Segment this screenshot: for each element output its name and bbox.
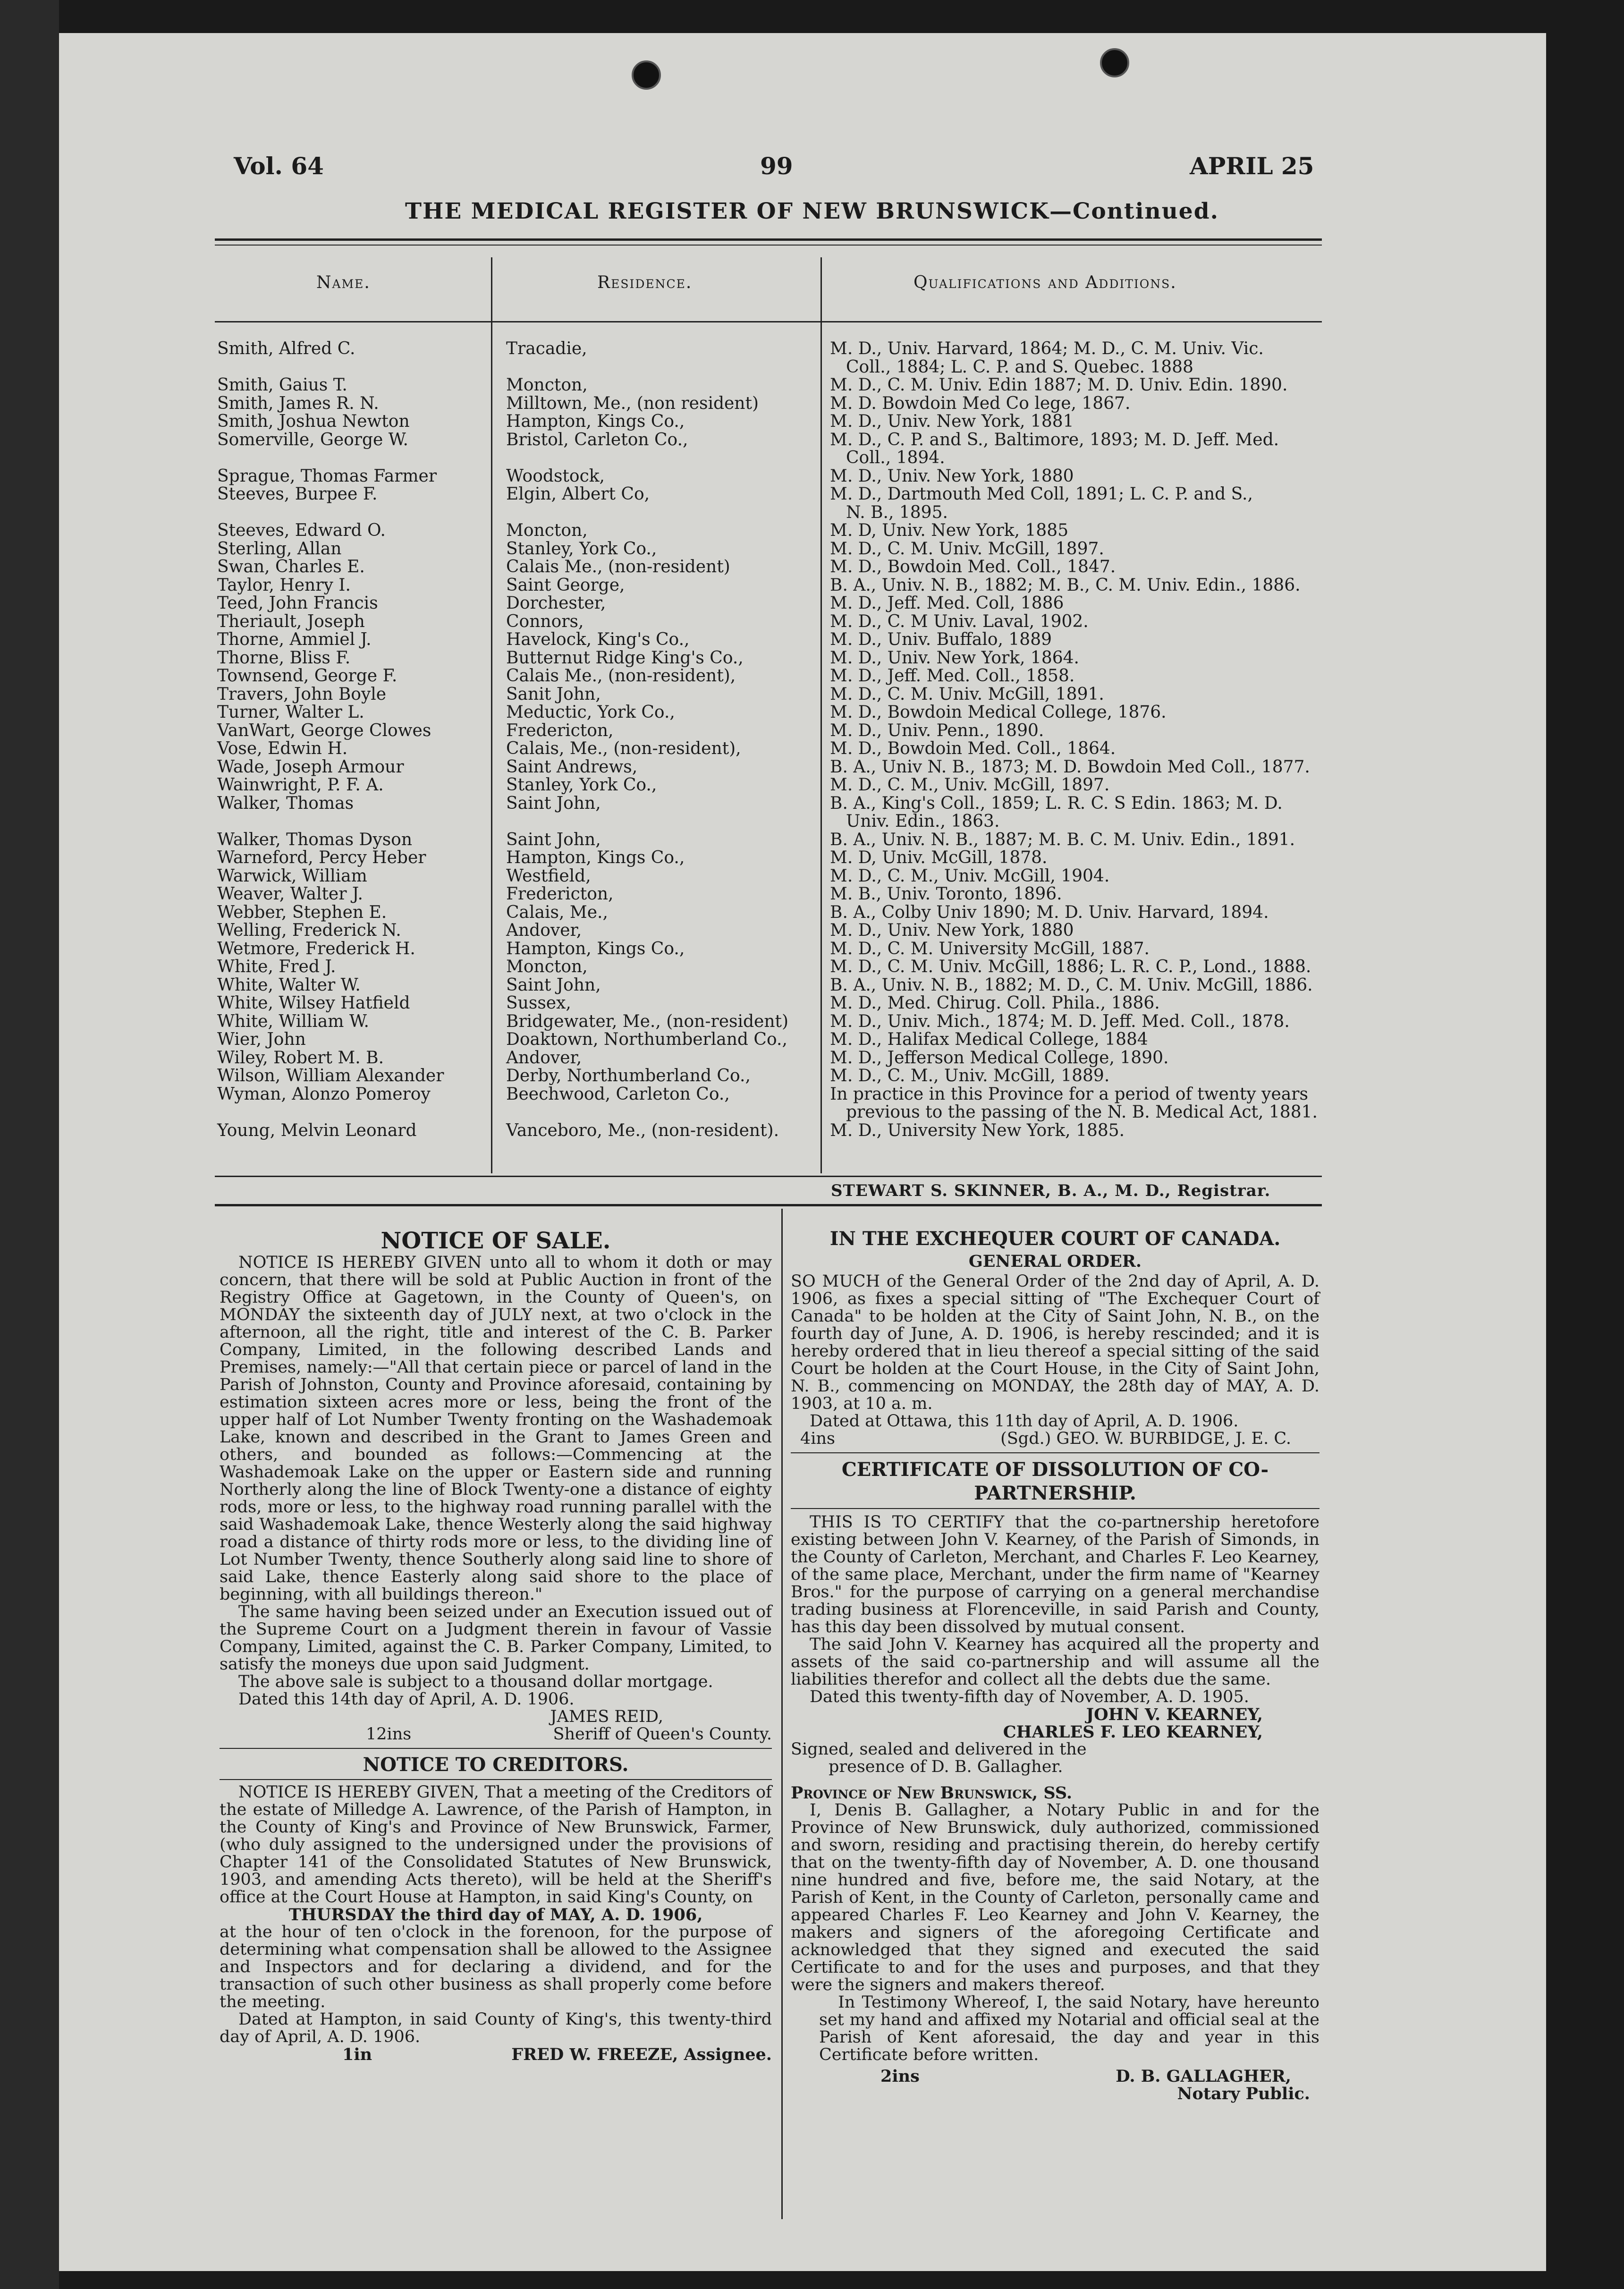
register-residence: Moncton, — [506, 375, 588, 395]
register-residence: Doaktown, Northumberland Co., — [506, 1030, 787, 1049]
register-name: Sprague, Thomas Farmer — [217, 466, 437, 486]
rule-lower-center — [781, 1209, 783, 2219]
register-residence: Saint Andrews, — [506, 757, 638, 777]
register-qualification: Coll., 1884; L. C. P. and S. Quebec. 1888 — [846, 357, 1193, 377]
register-name: Welling, Frederick N. — [217, 921, 401, 940]
exchequer-body: SO MUCH of the General Order of the 2nd day of April, A. D. 1906, as fixes a special sitting of "The Exchequer Court of Canada" to be holden at the City of Saint John, N. B., on the fourth day of June, A. D. 1906, is hereby rescinded; and it is hereby ordered that in lieu thereof a special sitting of the said Court be holden at the Court House, in the City of Saint John, N. B., commencing on MONDAY, the 28th day of MAY, A. D. 1903, at 10 a. m. — [791, 1272, 1320, 1413]
register-residence: Sanit John, — [506, 684, 601, 704]
register-qualification: M. D., University New York, 1885. — [830, 1120, 1125, 1140]
registrar-signature: STEWART S. SKINNER, B. A., M. D., Registrar. — [831, 1181, 1271, 1200]
register-residence: Milltown, Me., (non resident) — [506, 393, 759, 413]
register-name: Walker, Thomas — [217, 793, 354, 813]
register-name: Turner, Walter L. — [217, 703, 364, 722]
register-qualification: M. D., Univ. New York, 1881 — [830, 412, 1074, 431]
register-residence: Tracadie, — [506, 339, 587, 358]
sale-signer: JAMES REID, — [550, 1707, 663, 1726]
rule-creditors-top — [220, 1779, 772, 1780]
register-name: Thorne, Ammiel J. — [217, 630, 372, 649]
register-name — [217, 1103, 444, 1122]
register-residence: Fredericton, — [506, 721, 614, 740]
dissolution-dated: Dated this twenty-fifth day of November, A. D. 1905. — [810, 1687, 1249, 1706]
register-name: White, Wilsey Hatfield — [217, 993, 410, 1013]
register-name: Theriault, Joseph — [217, 611, 365, 631]
register-qualification: M. D., Univ. Mich., 1874; M. D. Jeff. Med. Coll., 1878. — [830, 1011, 1290, 1031]
register-name — [217, 813, 444, 831]
register-residence: Derby, Northumberland Co., — [506, 1066, 751, 1085]
column-header-name: Name. — [316, 273, 371, 292]
register-name: Young, Melvin Leonard — [217, 1120, 417, 1140]
register-name: Travers, John Boyle — [217, 684, 387, 704]
register-name: Weaver, Walter J. — [217, 884, 363, 904]
register-residence: Calais Me., (non-resident) — [506, 557, 730, 576]
register-name: Sterling, Allan — [217, 539, 342, 559]
register-qualification: M. D., C. M., Univ. McGill, 1897. — [830, 775, 1110, 795]
register-qualification: M. D, Univ. McGill, 1878. — [830, 848, 1048, 867]
register-name: Wetmore, Frederick H. — [217, 939, 415, 958]
issue-date: APRIL 25 — [1190, 152, 1314, 180]
register-name: Smith, Joshua Newton — [217, 412, 410, 431]
register-name: Smith, Alfred C. — [217, 339, 355, 358]
register-name — [217, 358, 444, 377]
creditors-signer: FRED W. FREEZE, Assignee. — [511, 2045, 772, 2064]
register-residence — [506, 504, 788, 522]
register-name: Steeves, Burpee F. — [217, 484, 378, 504]
register-qualification: M. D., Halifax Medical College, 1884 — [830, 1030, 1148, 1049]
register-residence: Connors, — [506, 611, 584, 631]
register-qualification: M. D., C. P. and S., Baltimore, 1893; M. D. Jeff. Med. — [830, 430, 1279, 449]
register-name: White, William W. — [217, 1011, 369, 1031]
register-residence: Calais, Me., — [506, 902, 608, 922]
rule-register-bottom — [215, 1176, 1322, 1177]
register-name: Warwick, William — [217, 866, 367, 886]
dissolution-signer2: CHARLES F. LEO KEARNEY, — [1003, 1722, 1263, 1742]
register-name — [217, 504, 444, 522]
register-name: Townsend, George F. — [217, 666, 398, 686]
register-qualification: M. D., Med. Chirug. Coll. Phila., 1886. — [830, 993, 1160, 1013]
notary-title: Notary Public. — [1177, 2084, 1310, 2103]
rule-top-thin — [215, 245, 1322, 246]
dissolution-body: THIS IS TO CERTIFY that the co-partnership heretofore existing between John V. Kearney, of the Parish of Simonds, in the County of Carleton, Merchant, and Charles F. Leo Kearney, of the same place, Merchant, under the firm name of "Kearney Bros." for the purpose of carrying on a general merchandise trading business at Florenceville, in said Parish and County, has this day been dissolved by mutual consent. — [791, 1513, 1320, 1636]
register-qualification: M. D., C. M., Univ. McGill, 1904. — [830, 866, 1110, 886]
exchequer-dated: Dated at Ottawa, this 11th day of April, A. D. 1906. — [810, 1412, 1239, 1431]
creditors-heading: NOTICE TO CREDITORS. — [363, 1754, 629, 1776]
register-qualification: M. D., Univ. Buffalo, 1889 — [830, 630, 1052, 649]
register-residence: Calais Me., (non-resident), — [506, 666, 736, 686]
register-qualification: Coll., 1894. — [846, 448, 945, 467]
rule-top — [215, 238, 1322, 241]
dissolution-p2: The said John V. Kearney has acquired all the property and assets of the said co-partnership and will assume all the liabilities therefor and collect all the debts due the same. — [791, 1635, 1320, 1689]
register-residence: Moncton, — [506, 521, 588, 540]
register-qualification: M. D. Bowdoin Med Co lege, 1867. — [830, 393, 1131, 413]
register-residence: Bridgewater, Me., (non-resident) — [506, 1011, 789, 1031]
notice-of-sale — [220, 1228, 772, 2063]
column-header-residence: Residence. — [597, 273, 693, 292]
register-name: Wier, John — [217, 1030, 306, 1049]
register-qualification: M. D., C. M. Univ. McGill, 1891. — [830, 684, 1104, 704]
register-qualification: M. D., Dartmouth Med Coll, 1891; L. C. P. and S., — [830, 484, 1253, 504]
register-residences — [506, 340, 788, 1140]
register-qualification: M. D, Univ. New York, 1885 — [830, 521, 1069, 540]
register-name: Wilson, William Alexander — [217, 1066, 444, 1085]
register-residence: Beechwood, Carleton Co., — [506, 1084, 730, 1104]
register-qualification: M. D., Bowdoin Med. Coll., 1847. — [830, 557, 1116, 576]
page-number: 99 — [760, 152, 793, 180]
rule-header — [215, 321, 1322, 322]
register-qualification: M. D., Univ. Harvard, 1864; M. D., C. M. Univ. Vic. — [830, 339, 1264, 358]
register-residence — [506, 813, 788, 831]
volume-number: Vol. 64 — [234, 152, 324, 180]
register-residence: Meductic, York Co., — [506, 703, 675, 722]
register-qualification: M. D., C. M. University McGill, 1887. — [830, 939, 1150, 958]
register-name: Wyman, Alonzo Pomeroy — [217, 1084, 431, 1104]
scan-left-edge — [0, 0, 59, 2289]
notary-testimony: In Testimony Whereof, I, the said Notary, have hereunto set my hand and affixed my Notarial and official seal at the Parish of Kent aforesaid, the day and year in this Certificate before written. — [819, 1993, 1320, 2064]
register-residence: Hampton, Kings Co., — [506, 412, 685, 431]
register-name: Wade, Joseph Armour — [217, 757, 404, 777]
register-qualifications — [830, 340, 1318, 1140]
register-name: Thorne, Bliss F. — [217, 648, 351, 668]
register-residence: Woodstock, — [506, 466, 605, 486]
register-name: Wiley, Robert M. B. — [217, 1048, 384, 1068]
sale-body: NOTICE IS HEREBY GIVEN unto all to whom it doth or may concern, that there will be sold at Public Auction in front of the Registry Office at Gagetown, in the County of Queen's, on MONDAY the sixteenth day of JULY next, at two o'clock in the afternoon, all the right, title and interest of the C. B. Parker Company, Limited, in the following described Lands and Premises, namely:—"All that certain piece or parcel of land in the Parish of Johnston, County and Province aforesaid, containing by estimation sixteen acres more or less, being the front of the upper half of Lot Number Twenty fronting on the Washademoak Lake, known and described in the Grant to James Green and others, and bounded as follows:—Commencing at the Washademoak Lake on the upper or Eastern side and running Northerly along the line of Block Twenty-one a distance of eighty rods, more or less, to the highway road running parallel with the said Washademoak Lake, thence Westerly along the said highway road a distance of thirty rods more or less, to the dividing line of Lot Number Twenty, thence Southerly along said line to shore of said Lake, thence Easterly along said shore to the place of beginning, with all buildings thereon." — [220, 1253, 772, 1604]
register-qualification: B. A., Colby Univ 1890; M. D. Univ. Harvard, 1894. — [830, 902, 1269, 922]
register-residence: Havelock, King's Co., — [506, 630, 690, 649]
register-name: Swan, Charles E. — [217, 557, 365, 576]
register-residence: Stanley, York Co., — [506, 775, 657, 795]
register-residence: Saint John, — [506, 830, 601, 849]
register-qualification: M. B., Univ. Toronto, 1896. — [830, 884, 1062, 904]
register-name: Taylor, Henry I. — [217, 575, 351, 595]
register-residence — [506, 358, 788, 377]
register-residence: Dorchester, — [506, 593, 606, 613]
sale-p2: The same having been seized under an Execution issued out of the Supreme Court on a Judgment therein in favour of Vassie Company, Limited, against the C. B. Parker Company, Limited, to satisfy the moneys due upon said Judgment. — [220, 1602, 772, 1674]
register-qualification: M. D., Univ. New York, 1880 — [830, 921, 1074, 940]
exchequer-signed: (Sgd.) GEO. W. BURBIDGE, J. E. C. — [1000, 1429, 1291, 1448]
register-name: Walker, Thomas Dyson — [217, 830, 413, 849]
register-residence: Hampton, Kings Co., — [506, 939, 685, 958]
register-qualification: N. B., 1895. — [846, 502, 948, 522]
register-residence: Vanceboro, Me., (non-resident). — [506, 1120, 779, 1140]
right-notices — [791, 1228, 1320, 2102]
register-name — [217, 449, 444, 467]
rule-col-2 — [820, 257, 822, 1173]
register-residence: Saint John, — [506, 793, 601, 813]
sale-p3: The above sale is subject to a thousand dollar mortgage. — [238, 1672, 713, 1691]
sale-ins: 12ins — [366, 1725, 412, 1744]
register-qualification: B. A., King's Coll., 1859; L. R. C. S Edin. 1863; M. D. — [830, 793, 1283, 813]
register-qualification: M. D., C. M Univ. Laval, 1902. — [830, 611, 1089, 631]
register-name: Smith, James R. N. — [217, 393, 379, 413]
register-qualification: M. D., Univ. New York, 1880 — [830, 466, 1074, 486]
binding-hole-right — [1100, 48, 1129, 77]
register-residence: Andover, — [506, 1048, 582, 1068]
register-name: Warneford, Percy Heber — [217, 848, 426, 867]
register-residence: Moncton, — [506, 957, 588, 976]
register-qualification: B. A., Univ. N. B., 1882; M. B., C. M. Univ. Edin., 1886. — [830, 575, 1301, 595]
register-name: Webber, Stephen E. — [217, 902, 387, 922]
notary-province: Province of New Brunswick, SS. — [791, 1783, 1073, 1803]
register-residence: Stanley, York Co., — [506, 539, 657, 559]
notary-body: I, Denis B. Gallagher, a Notary Public in and for the Province of New Brunswick, duly authorized, commissioned and sworn, residing and practising therein, do hereby certify that on the twenty-fifth day of November, A. D. one thousand nine hundred and five, before me, the said Notary, at the Parish of Kent, in the County of Carleton, personally came and appeared Charles F. Leo Kearney and John V. Kearney, the makers and signers of the aforegoing Certificate and acknowledged that they signed and executed the said Certificate to and for the uses and purposes, and that they were the signers and makers thereof. — [791, 1801, 1320, 1994]
creditors-ins: 1in — [342, 2045, 372, 2064]
register-qualification: M. D., C. M. Univ. McGill, 1897. — [830, 539, 1104, 559]
exchequer-sub: GENERAL ORDER. — [968, 1252, 1142, 1271]
register-qualification: M. D., Jeff. Med. Coll., 1858. — [830, 666, 1075, 686]
register-qualification: M. D., Bowdoin Med. Coll., 1864. — [830, 739, 1116, 758]
register-qualification: M. D., C. M. Univ. McGill, 1886; L. R. C. P., Lond., 1888. — [830, 957, 1311, 976]
register-qualification: M. D., Bowdoin Medical College, 1876. — [830, 703, 1167, 722]
register-residence: Bristol, Carleton Co., — [506, 430, 688, 449]
column-header-qualifications: Qualifications and Additions. — [914, 273, 1177, 292]
sale-signer-title: Sheriff of Queen's County. — [553, 1725, 772, 1744]
register-qualification: M. D., C. M., Univ. McGill, 1889. — [830, 1066, 1110, 1085]
dissolution-witness1: Signed, sealed and delivered in the — [791, 1740, 1087, 1759]
register-residence: Calais, Me., (non-resident), — [506, 739, 741, 758]
notary-name: D. B. GALLAGHER, — [1116, 2067, 1291, 2086]
register-name: Smith, Gaius T. — [217, 375, 347, 395]
dissolution-signer1: JOHN V. KEARNEY, — [1086, 1705, 1263, 1724]
creditors-dated: Dated at Hampton, in said County of King's, this twenty-third day of April, A. D. 1906. — [220, 2010, 772, 2046]
register-qualification: Univ. Edin., 1863. — [846, 812, 1000, 831]
register-residence: Elgin, Albert Co, — [506, 484, 650, 504]
register-residence — [506, 1103, 788, 1122]
dissolution-ins: 2ins — [880, 2067, 920, 2086]
register-residence: Andover, — [506, 921, 582, 940]
page-title: THE MEDICAL REGISTER OF NEW BRUNSWICK—Continued. — [405, 198, 1219, 224]
register-residence: Fredericton, — [506, 884, 614, 904]
rule-col-1 — [491, 257, 492, 1173]
rule-exchequer-bottom — [791, 1452, 1320, 1453]
creditors-body: NOTICE IS HEREBY GIVEN, That a meeting of the Creditors of the estate of Milledge A. Lawrence, of the Parish of Hampton, in the County of King's and Province of New Brunswick, Farmer, (who duly assigned to the undersigned under the provisions of Chapter 141 of the Consolidated Statutes of New Brunswick, 1903, and amending Acts thereto), will be held at the Sheriff's office at the Court House at Hampton, in said King's County, on — [220, 1783, 772, 1907]
register-qualification: B. A., Univ N. B., 1873; M. D. Bowdoin Med Coll., 1877. — [830, 757, 1310, 777]
register-residence: Butternut Ridge King's Co., — [506, 648, 744, 668]
sale-heading: NOTICE OF SALE. — [381, 1228, 611, 1254]
register-residence — [506, 449, 788, 467]
dissolution-heading: CERTIFICATE OF DISSOLUTION OF CO-PARTNERSHIP. — [841, 1458, 1269, 1504]
exchequer-ins: 4ins — [800, 1429, 835, 1448]
register-name: Steeves, Edward O. — [217, 521, 386, 540]
register-name: Teed, John Francis — [217, 593, 378, 613]
register-name: White, Fred J. — [217, 957, 336, 976]
creditors-date-line: THURSDAY the third day of MAY, A. D. 1906, — [288, 1905, 703, 1924]
register-qualification: In practice in this Province for a period of twenty years — [830, 1084, 1308, 1104]
register-residence: Sussex, — [506, 993, 571, 1013]
register-qualification: M. D., Univ. New York, 1864. — [830, 648, 1079, 668]
register-name: Wainwright, P. F. A. — [217, 775, 384, 795]
rule-dissolution-top — [791, 1508, 1320, 1509]
dissolution-witness2: presence of D. B. Gallagher. — [829, 1757, 1063, 1776]
creditors-body2: at the hour of ten o'clock in the forenoon, for the purpose of determining what compensation shall be allowed to the Assignee and Inspectors and for declaring a dividend, and for the transaction of such other business as shall properly come before the meeting. — [220, 1923, 772, 2011]
binding-hole-left — [632, 60, 661, 90]
register-qualification: M. D., Jefferson Medical College, 1890. — [830, 1048, 1169, 1068]
register-qualification: B. A., Univ. N. B., 1882; M. D., C. M. Univ. McGill, 1886. — [830, 975, 1313, 995]
register-names — [217, 340, 444, 1140]
register-residence: Saint John, — [506, 975, 601, 995]
register-qualification: M. D., Jeff. Med. Coll, 1886 — [830, 593, 1064, 613]
exchequer-heading: IN THE EXCHEQUER COURT OF CANADA. — [829, 1228, 1281, 1250]
rule-sale-bottom — [220, 1748, 772, 1749]
register-name: Vose, Edwin H. — [217, 739, 348, 758]
rule-section — [215, 1204, 1322, 1206]
register-qualification: previous to the passing of the N. B. Medical Act, 1881. — [846, 1102, 1318, 1122]
register-qualification: B. A., Univ. N. B., 1887; M. B. C. M. Univ. Edin., 1891. — [830, 830, 1295, 849]
register-qualification: M. D., Univ. Penn., 1890. — [830, 721, 1044, 740]
register-name: VanWart, George Clowes — [217, 721, 431, 740]
sale-dated: Dated this 14th day of April, A. D. 1906. — [238, 1690, 575, 1709]
register-residence: Saint George, — [506, 575, 625, 595]
register-qualification: M. D., C. M. Univ. Edin 1887; M. D. Univ. Edin. 1890. — [830, 375, 1288, 395]
register-name: Somerville, George W. — [217, 430, 408, 449]
register-residence: Hampton, Kings Co., — [506, 848, 685, 867]
register-name: White, Walter W. — [217, 975, 361, 995]
register-residence: Westfield, — [506, 866, 591, 886]
